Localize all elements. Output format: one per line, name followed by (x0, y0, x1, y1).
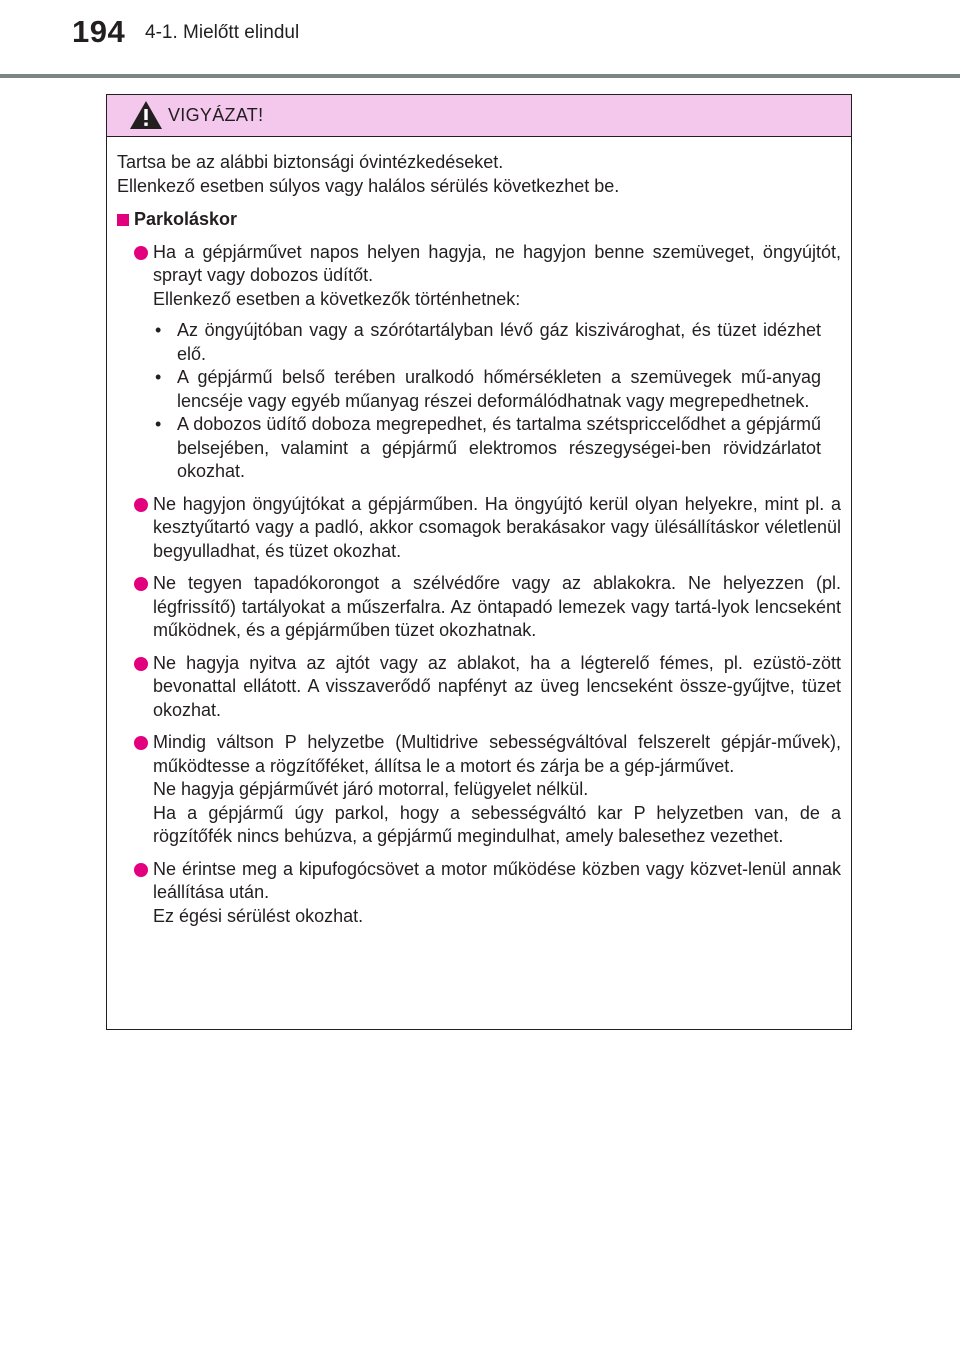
round-bullet-icon (134, 577, 148, 591)
subheading-parking (117, 208, 841, 232)
item-paragraph: Ez égési sérülést okozhat. (153, 905, 364, 926)
list-item (153, 366, 841, 413)
round-bullet-icon (134, 736, 148, 750)
item-paragraph: Ne tegyen tapadókorongot a szélvédőre vagy az ablakokra. Ne helyezzen (pl. légfrissítő) tartályokat a műszerfalra. Az öntapadó lemezek vagy tartá-lyok lencseként működnek, és a gépjárműben tüzet okozhatnak. (153, 573, 841, 640)
page-header (0, 0, 960, 80)
item-paragraph: Ne hagyja gépjárművét járó motorral, felügyelet nélkül. (153, 779, 589, 799)
page-number: 194 (72, 14, 126, 49)
item-paragraph: Ne érintse meg a kipufogócsövet a motor működése közben vagy közvet-lenül annak leállítása után. (153, 858, 841, 902)
section-title: 4-1. Mielőtt elindul (145, 22, 300, 43)
caution-title: VIGYÁZAT! (168, 105, 264, 125)
round-bullet-icon (134, 657, 148, 671)
caution-header (107, 95, 851, 137)
header-rule (0, 74, 960, 78)
item-paragraph: Ne hagyja nyitva az ajtót vagy az ablakot, ha a légterelő fémes, pl. ezüstö-zött bevonattal ellátott. A visszaverődő napfényt az üveg lencseként össze-gyűjtve, tüzet okozhat. (153, 652, 841, 720)
square-bullet-icon (117, 214, 129, 226)
dot-bullet-icon: • (155, 320, 162, 340)
list-item-text: A gépjármű belső terében uralkodó hőmérsékleten a szemüvegek mű-anyag lencséje vagy egyéb műanyag részei deformálódhatnak vagy megrepedhetnek. (177, 367, 821, 411)
caution-box (106, 94, 852, 1030)
caution-item (117, 731, 841, 849)
consequence-list (153, 319, 841, 484)
caution-item (117, 241, 841, 484)
list-item-text: Az öngyújtóban vagy a szórótartályban lévő gáz kiszivároghat, és tüzet idézhet elő. (177, 320, 821, 364)
caution-intro (117, 151, 841, 198)
list-item (153, 413, 841, 484)
caution-body (107, 137, 851, 928)
caution-item (117, 858, 841, 929)
warning-triangle-icon (129, 100, 163, 130)
list-item (153, 319, 841, 366)
dot-bullet-icon: • (155, 414, 162, 434)
caution-item (117, 493, 841, 564)
round-bullet-icon (134, 863, 148, 877)
round-bullet-icon (134, 246, 148, 260)
intro-line: Tartsa be az alábbi biztonsági óvintézkedéseket. (117, 152, 504, 172)
round-bullet-icon (134, 498, 148, 512)
subheading-label: Parkoláskor (134, 209, 238, 229)
item-paragraph: Ha a gépjármű úgy parkol, hogy a sebességváltó kar P helyzetben van, de a rögzítőfék nincs behúzva, a gépjármű megindulhat, amely balesethez vezethet. (153, 802, 841, 846)
item-paragraph: Ha a gépjárművet napos helyen hagyja, ne hagyjon benne szemüveget, öngyújtót, sprayt vagy dobozos üdítőt. (153, 241, 841, 285)
item-paragraph: Mindig váltson P helyzetbe (Multidrive sebességváltóval felszerelt gépjár-művek), működtesse a rögzítőféket, állítsa le a motort és zárja be a gép-járművet. (153, 732, 841, 776)
list-item-text: A dobozos üdítő doboza megrepedhet, és tartalma szétspriccelődhet a gépjármű belsejében, valamint a gépjármű elektromos részegységei-ben rövidzárlatot okozhat. (177, 414, 821, 481)
dot-bullet-icon: • (155, 367, 162, 387)
item-paragraph: Ne hagyjon öngyújtókat a gépjárműben. Ha öngyújtó kerül olyan helyekre, mint pl. a kesztyűtartó vagy a padló, akkor csomagok berakásakor vagy ülésállításkor véletlenül begyulladhat, és tüzet okozhat. (153, 493, 841, 561)
caution-item (117, 652, 841, 723)
intro-line: Ellenkező esetben súlyos vagy halálos sérülés következhet be. (117, 175, 620, 196)
caution-item (117, 572, 841, 643)
item-paragraph: Ellenkező esetben a következők történhetnek: (153, 288, 521, 309)
